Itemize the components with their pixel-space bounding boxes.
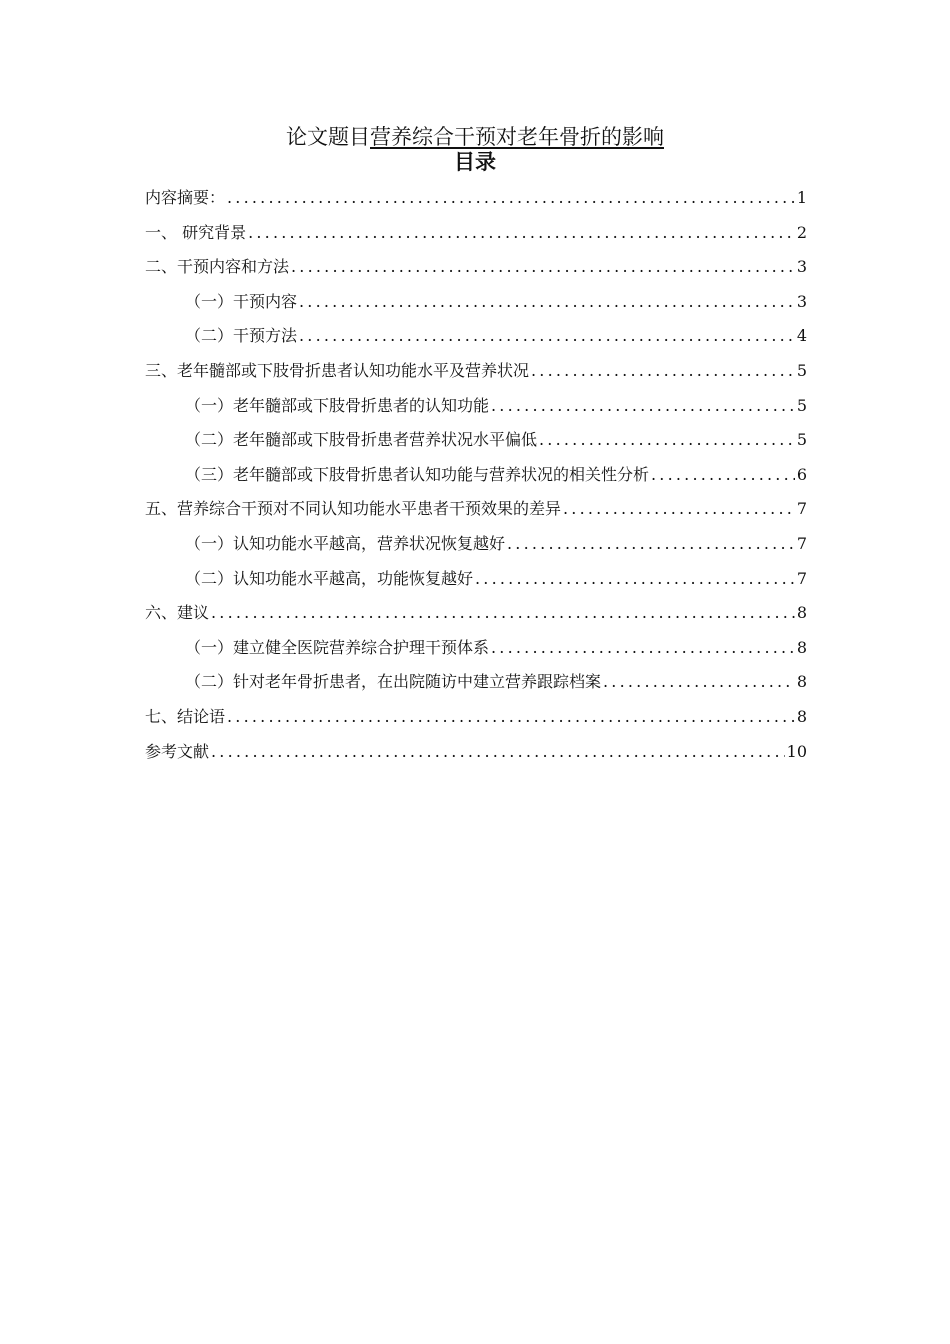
- toc-entry-text: （一）干预内容: [185, 291, 298, 311]
- toc-entry[interactable]: [145, 562, 807, 597]
- toc-page-number: 2: [796, 222, 807, 242]
- toc-entry-text: 七、结论语: [145, 706, 226, 726]
- toc-entry[interactable]: [145, 458, 807, 493]
- toc-entry-text: （二）老年髓部或下肢骨折患者营养状况水平偏低: [185, 430, 538, 450]
- toc-entry-text: 参考文献: [145, 741, 210, 761]
- toc-dot-leader: [561, 492, 795, 527]
- toc-dot-leader: [209, 596, 795, 631]
- toc-page-number: 8: [796, 672, 807, 692]
- toc-entry[interactable]: [145, 354, 807, 389]
- toc-dot-leader: [505, 527, 795, 562]
- toc-dot-leader: [601, 665, 795, 700]
- toc-dot-leader: [246, 216, 795, 251]
- toc-page-number: 8: [796, 706, 807, 726]
- toc-page-number: 8: [796, 603, 807, 623]
- toc-page-number: 10: [786, 741, 807, 761]
- toc-dot-leader: [489, 389, 795, 424]
- thesis-topic: 营养综合干预对老年骨折的影响: [370, 125, 664, 149]
- toc-entry[interactable]: [145, 492, 807, 527]
- toc-entry-text: 六、建议: [145, 603, 210, 623]
- toc-entry[interactable]: [145, 700, 807, 735]
- toc-entry-text: 一、 研究背景: [145, 222, 247, 242]
- toc-entry-text: （一）老年髓部或下肢骨折患者的认知功能: [185, 395, 490, 415]
- toc-dot-leader: [209, 735, 785, 770]
- toc-entry-text: （二）针对老年骨折患者，在出院随访中建立营养跟踪档案: [185, 672, 602, 692]
- toc-entry[interactable]: [145, 423, 807, 458]
- toc-dot-leader: [529, 354, 795, 389]
- toc-dot-leader: [297, 285, 795, 320]
- toc-entry[interactable]: [145, 389, 807, 424]
- toc-entry[interactable]: [145, 665, 807, 700]
- toc-dot-leader: [473, 562, 795, 597]
- toc-dot-leader: [289, 250, 795, 285]
- toc-entry[interactable]: [145, 631, 807, 666]
- toc-page-number: 1: [796, 188, 807, 207]
- toc-entry[interactable]: [145, 596, 807, 631]
- toc-page-number: 5: [796, 395, 807, 415]
- toc-entry[interactable]: [145, 527, 807, 562]
- toc-entry-text: 内容摘要：: [145, 188, 226, 207]
- toc-page-number: 3: [796, 291, 807, 311]
- toc-entry[interactable]: [145, 319, 807, 354]
- toc-entry-text: 二、干预内容和方法: [145, 257, 290, 277]
- toc-entry-text: （二）认知功能水平越高，功能恢复越好: [185, 568, 474, 588]
- toc-entry-text: 三、老年髓部或下肢骨折患者认知功能水平及营养状况: [145, 360, 530, 380]
- toc-dot-leader: [225, 700, 795, 735]
- table-of-contents: [145, 181, 807, 769]
- toc-entry[interactable]: [145, 216, 807, 251]
- thesis-title-prefix: 论文题目: [286, 125, 370, 149]
- toc-dot-leader: [537, 423, 795, 458]
- toc-dot-leader: [225, 181, 795, 216]
- toc-dot-leader: [649, 458, 795, 493]
- toc-heading: 目录: [454, 150, 496, 174]
- toc-page-number: 7: [796, 499, 807, 519]
- toc-page-number: 5: [796, 360, 807, 380]
- toc-entry-text: （二）干预方法: [185, 326, 298, 346]
- toc-page-number: 5: [796, 430, 807, 450]
- toc-entry-text: （一）认知功能水平越高，营养状况恢复越好: [185, 533, 506, 553]
- toc-entry[interactable]: [145, 250, 807, 285]
- toc-dot-leader: [297, 319, 795, 354]
- toc-page-number: 7: [796, 568, 807, 588]
- toc-dot-leader: [489, 631, 795, 666]
- toc-page-number: 4: [796, 326, 807, 346]
- toc-page-number: 8: [796, 637, 807, 657]
- toc-entry-text: 五、营养综合干预对不同认知功能水平患者干预效果的差异: [145, 499, 562, 519]
- toc-page-number: 7: [796, 533, 807, 553]
- toc-entry-text: （三）老年髓部或下肢骨折患者认知功能与营养状况的相关性分析: [185, 464, 650, 484]
- toc-entry[interactable]: [145, 285, 807, 320]
- toc-page-number: 6: [796, 464, 807, 484]
- toc-page-number: 3: [796, 257, 807, 277]
- toc-entry[interactable]: [145, 735, 807, 770]
- toc-entry-text: （一）建立健全医院营养综合护理干预体系: [185, 637, 490, 657]
- toc-entry[interactable]: [145, 181, 807, 216]
